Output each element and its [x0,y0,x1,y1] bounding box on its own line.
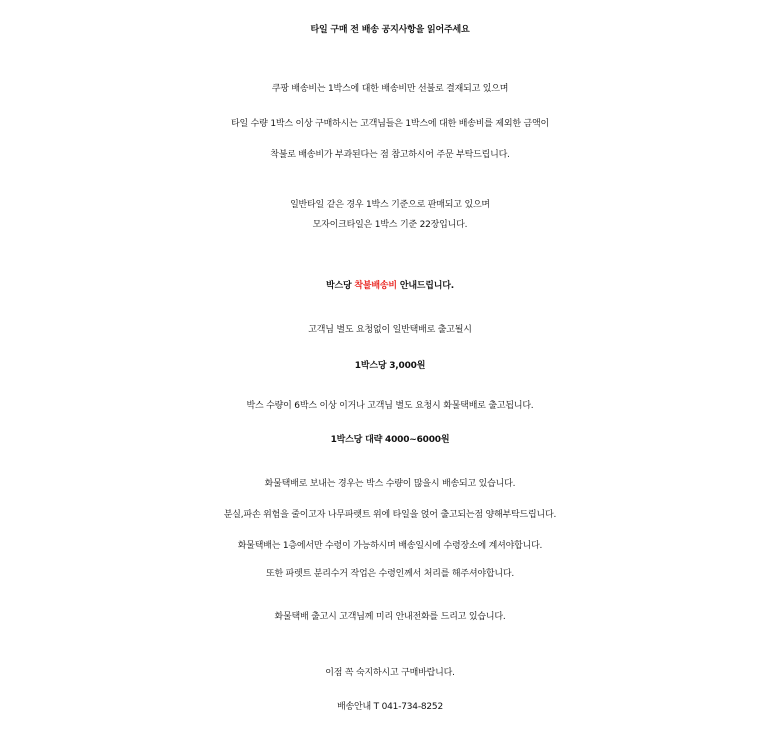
fee-heading [0,276,780,296]
standard-line-2: 모자이크타일은 1박스 기준 22장입니다. [312,220,468,230]
intro-line-1: 쿠팡 배송비는 1박스에 대한 배송비만 선불로 결재되고 있으며 [271,84,509,94]
general-delivery-price: 1박스당 3,000원 [354,361,426,371]
intro-line-3: 착불로 배송비가 부과된다는 점 참고하시어 주문 부탁드립니다. [270,150,510,160]
fee-heading-suffix: 안내드립니다. [396,281,455,291]
cargo-delivery-price: 1박스당 대략 4000~6000원 [330,435,450,445]
closing-text: 이점 꼭 숙지하시고 구매바랍니다. [325,668,455,678]
call-notice: 화물택배 출고시 고객님께 미리 안내전화를 드리고 있습니다. [274,612,506,622]
cargo-note-3: 화물택배는 1층에서만 수령이 가능하시며 배송일시에 수령장소에 계셔야합니다. [237,541,543,551]
contact-phone: 배송안내 T 041-734-8252 [337,702,443,712]
general-delivery-text: 고객님 별도 요청없이 일반택배로 출고될시 [308,325,472,335]
notice-title: 타일 구매 전 배송 공지사항을 읽어주세요 [310,25,470,35]
fee-heading-highlight: 착불배송비 [354,281,397,291]
standard-line-1: 일반타일 같은 경우 1박스 기준으로 판매되고 있으며 [290,200,490,210]
cargo-note-2: 분실,파손 위험을 줄이고자 나무파렛트 위에 타일을 얹어 출고되는점 양해부탁드립니다. [223,510,557,520]
cargo-note-1: 화물택배로 보내는 경우는 박스 수량이 많을시 배송되고 있습니다. [264,479,516,489]
cargo-delivery-text: 박스 수량이 6박스 이상 이거나 고객님 별도 요청시 화물택배로 출고됩니다. [246,401,534,411]
cargo-note-4: 또한 파렛트 분리수거 작업은 수령인께서 처리를 해주셔야합니다. [266,569,514,579]
fee-heading-prefix: 박스당 [325,281,355,291]
intro-line-2: 타일 수량 1박스 이상 구매하시는 고객님들은 1박스에 대한 배송비를 제외한 금액이 [231,119,549,129]
